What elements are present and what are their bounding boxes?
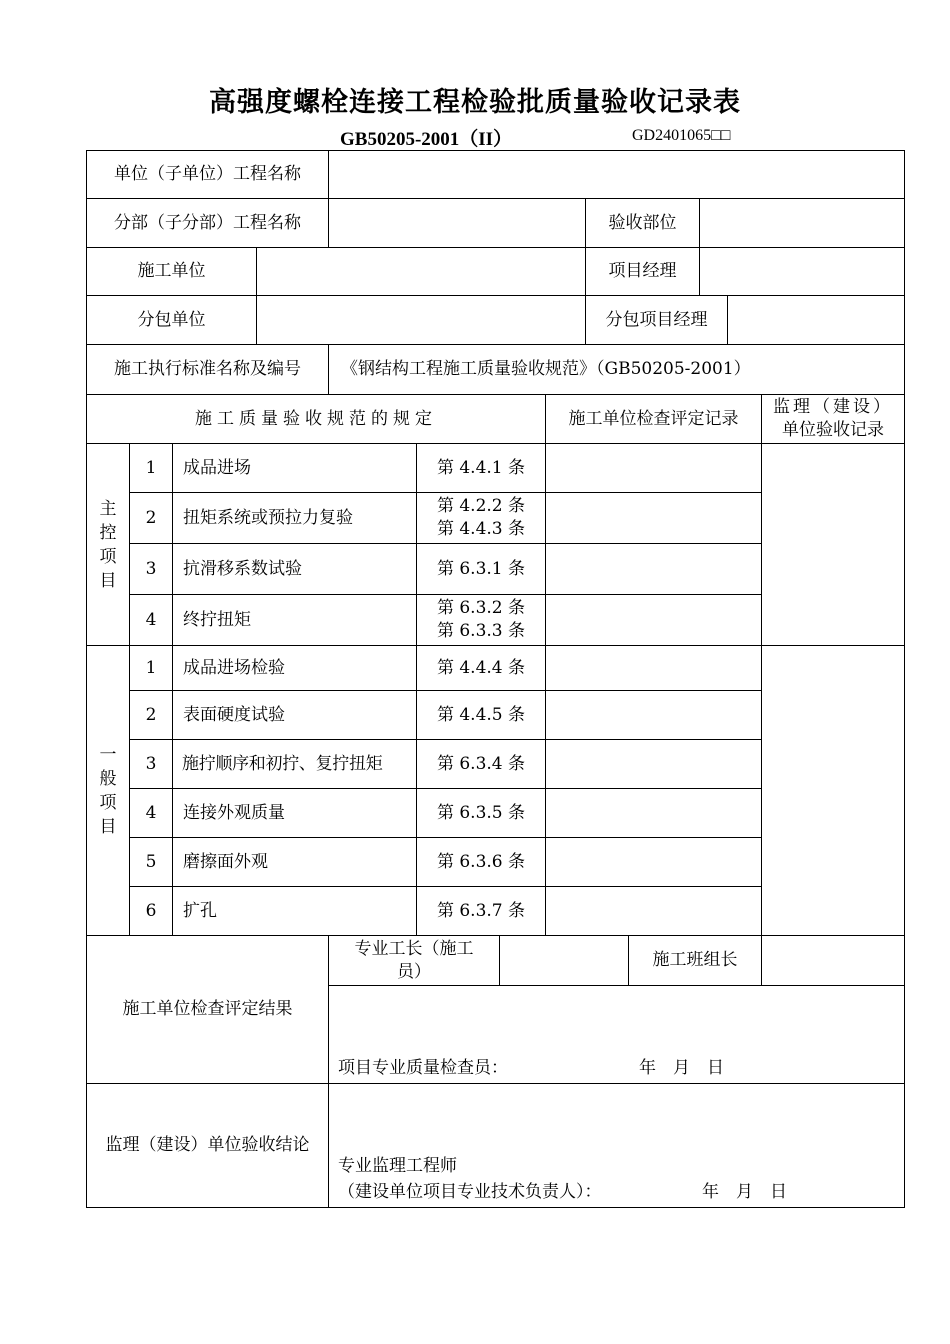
item-name: 终拧扭矩: [183, 609, 251, 630]
subcontract-manager-field[interactable]: [728, 296, 904, 344]
item-name: 扭矩系统或预拉力复验: [183, 507, 353, 528]
sub-project-field[interactable]: [329, 199, 585, 247]
item-clause-line1: 第 4.2.2 条: [436, 496, 526, 516]
check-record-field[interactable]: [546, 646, 761, 690]
item-clause: 第 4.4.5 条: [436, 704, 526, 725]
team-leader-label: 施工班组长: [652, 950, 738, 970]
standard-label: 施工执行标准名称及编号: [114, 359, 301, 379]
item-name: 成品进场检验: [183, 657, 285, 678]
check-result-label: 施工单位检查评定结果: [122, 999, 293, 1019]
item-name: 成品进场: [183, 457, 251, 478]
general-supervision-field[interactable]: [762, 646, 904, 935]
supervision-header: [762, 395, 904, 443]
foreman-label: [329, 936, 499, 985]
spec-header: 施工质量验收规范的规定: [195, 408, 437, 429]
item-clause: 第 4.4.4 条: [436, 657, 526, 678]
item-number: 2: [145, 704, 157, 725]
unit-project-field[interactable]: [329, 151, 904, 198]
item-clause: [417, 493, 545, 543]
supervising-engineer-label: 专业监理工程师: [338, 1156, 457, 1176]
item-name: 抗滑移系数试验: [183, 558, 302, 579]
item-clause: 第 6.3.4 条: [436, 753, 526, 774]
quality-inspector-label: 项目专业质量检查员：: [338, 1058, 508, 1078]
check-record-header: 施工单位检查评定记录: [568, 408, 739, 429]
check-record-field[interactable]: [546, 595, 761, 645]
item-clause-line2: 第 4.4.3 条: [436, 519, 526, 539]
acceptance-date: 年 月 日: [702, 1182, 787, 1202]
item-number: 1: [145, 457, 157, 478]
check-record-field[interactable]: [546, 691, 761, 739]
item-number: 4: [145, 609, 157, 630]
project-manager-label: 项目经理: [608, 261, 677, 281]
item-clause: 第 6.3.7 条: [436, 900, 526, 921]
owner-tech-lead-label: （建设单位项目专业技术负责人）：: [338, 1182, 602, 1202]
item-name: 磨擦面外观: [183, 851, 268, 872]
unit-project-label: 单位（子单位）工程名称: [114, 164, 301, 184]
check-record-field[interactable]: [546, 887, 761, 935]
acceptance-conclusion-field[interactable]: [329, 1084, 904, 1207]
supervision-header-line1: 监理（建设）: [773, 397, 893, 417]
item-clause-line2: 第 6.3.3 条: [436, 621, 526, 641]
subcontract-manager-label: 分包项目经理: [605, 309, 708, 330]
team-leader-field[interactable]: [762, 936, 904, 985]
construction-unit-field[interactable]: [257, 248, 585, 295]
item-name: 表面硬度试验: [183, 704, 285, 725]
general-items-group-label: 一般项目: [99, 744, 117, 837]
item-clause: [417, 595, 545, 645]
check-record-field[interactable]: [546, 838, 761, 886]
item-number: 1: [145, 657, 157, 678]
item-number: 3: [145, 753, 157, 774]
acceptance-part-field[interactable]: [700, 199, 904, 247]
supervision-header-line2: 单位验收记录: [782, 420, 884, 440]
item-name: 连接外观质量: [183, 802, 285, 823]
foreman-label-line1: 专业工长（施工: [354, 938, 474, 959]
subcontract-unit-field[interactable]: [257, 296, 585, 344]
sub-project-label: 分部（子分部）工程名称: [114, 212, 301, 233]
foreman-field[interactable]: [500, 936, 628, 985]
item-clause-line1: 第 6.3.2 条: [436, 598, 526, 618]
item-number: 2: [145, 507, 157, 528]
check-record-field[interactable]: [546, 544, 761, 594]
item-name: 施拧顺序和初拧、复拧扭矩: [182, 753, 383, 774]
item-number: 6: [145, 900, 157, 921]
general-items-group: [87, 646, 129, 935]
item-clause: 第 6.3.5 条: [436, 802, 526, 823]
standard-value: 《钢结构工程施工质量验收规范》（GB50205-2001）: [341, 359, 751, 379]
item-number: 3: [145, 558, 157, 579]
check-record-field[interactable]: [546, 740, 761, 788]
form-code: GD2401065□□: [632, 127, 731, 144]
main-supervision-field[interactable]: [762, 444, 904, 645]
item-number: 5: [145, 851, 157, 872]
item-number: 4: [145, 802, 157, 823]
check-record-field[interactable]: [546, 789, 761, 837]
standard-number: GB50205-2001（II）: [340, 129, 513, 150]
construction-unit-label: 施工单位: [137, 261, 206, 281]
check-record-field[interactable]: [546, 493, 761, 543]
main-items-group: [87, 444, 129, 645]
item-name: 扩孔: [183, 900, 217, 921]
subcontract-unit-label: 分包单位: [137, 309, 206, 330]
project-manager-field[interactable]: [700, 248, 904, 295]
item-clause: 第 6.3.1 条: [436, 558, 526, 579]
foreman-label-line2: 员）: [397, 961, 431, 982]
main-items-group-label: 主控项目: [99, 498, 117, 591]
form-title: 高强度螺栓连接工程检验批质量验收记录表: [209, 87, 741, 118]
item-clause: 第 4.4.1 条: [436, 457, 526, 478]
check-result-field[interactable]: [329, 986, 904, 1083]
acceptance-conclusion-label: 监理（建设）单位验收结论: [105, 1135, 310, 1155]
item-clause: 第 6.3.6 条: [436, 851, 526, 872]
acceptance-part-label: 验收部位: [608, 212, 677, 233]
inspection-date: 年 月 日: [639, 1058, 724, 1078]
check-record-field[interactable]: [546, 444, 761, 492]
